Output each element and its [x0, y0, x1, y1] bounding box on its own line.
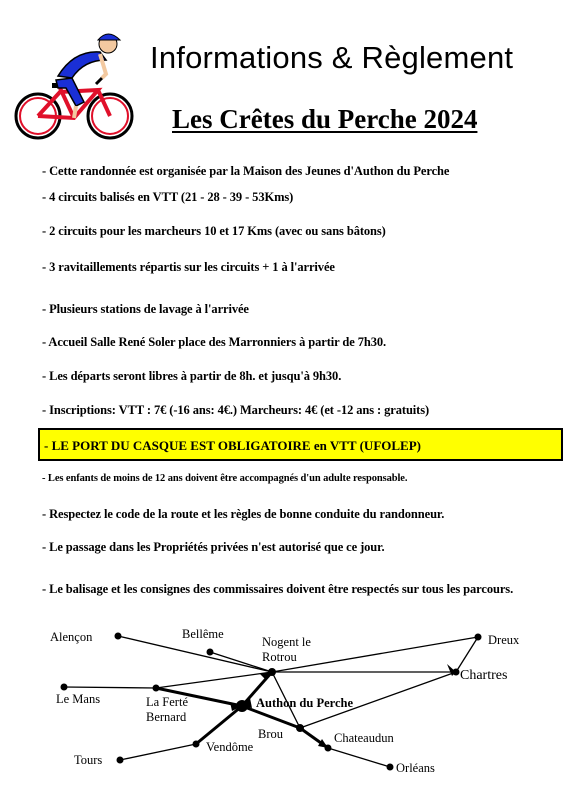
- rule-private-property: - Le passage dans les Propriétés privées n'est autorisé que ce jour.: [42, 540, 385, 554]
- city-label-brou: Brou: [258, 727, 283, 741]
- rule-organizer: - Cette randonnée est organisée par la Maison des Jeunes d'Authon du Perche: [42, 164, 450, 178]
- access-map: [0, 615, 571, 789]
- city-label-la-ferte-line2: Bernard: [146, 710, 187, 724]
- city-label-alencon: Alençon: [50, 630, 93, 644]
- event-subtitle: Les Crêtes du Perche 2024: [172, 104, 478, 134]
- page-title: Informations & Règlement: [150, 40, 514, 75]
- rule-children: - Les enfants de moins de 12 ans doivent être accompagnés d'un adulte responsable.: [42, 473, 408, 484]
- rule-refreshments: - 3 ravitaillements répartis sur les circuits + 1 à l'arrivée: [42, 260, 335, 274]
- rule-marking-stewards: - Le balisage et les consignes des commissaires doivent être respectés sur tous les parcours.: [42, 582, 514, 596]
- city-label-nogent-line2: Rotrou: [262, 650, 297, 664]
- rule-washing-stations: - Plusieurs stations de lavage à l'arrivée: [42, 302, 249, 316]
- helmet-notice-text: - LE PORT DU CASQUE EST OBLIGATOIRE en VTT (UFOLEP): [44, 438, 421, 453]
- rule-highway-code: - Respectez le code de la route et les règles de bonne conduite du randonneur.: [42, 507, 445, 521]
- helmet-notice-box: [38, 428, 563, 461]
- city-label-le-mans: Le Mans: [56, 692, 101, 706]
- city-label-orleans: Orléans: [396, 761, 435, 775]
- city-label-tours: Tours: [74, 753, 103, 767]
- rule-departures: - Les départs seront libres à partir de 8h. et jusqu'à 9h30.: [42, 369, 342, 383]
- cyclist-illustration: [14, 30, 136, 146]
- city-label-authon: Authon du Perche: [256, 696, 354, 710]
- city-label-dreux: Dreux: [488, 633, 520, 647]
- city-label-chartres: Chartres: [460, 668, 508, 683]
- city-label-vendome: Vendôme: [206, 740, 254, 754]
- rule-vtt-circuits: - 4 circuits balisés en VTT (21 - 28 - 39 - 53Kms): [42, 190, 294, 204]
- city-label-belleme: Bellême: [182, 627, 224, 641]
- city-label-chateaudun: Chateaudun: [334, 731, 394, 745]
- rule-reception: - Accueil Salle René Soler place des Marronniers à partir de 7h30.: [42, 335, 387, 349]
- rule-walking-circuits: - 2 circuits pour les marcheurs 10 et 17 Kms (avec ou sans bâtons): [42, 224, 386, 238]
- city-label-la-ferte-line1: La Ferté: [146, 695, 188, 709]
- city-label-nogent-line1: Nogent le: [262, 635, 311, 649]
- rule-registration-fees: - Inscriptions: VTT : 7€ (-16 ans: 4€.) Marcheurs: 4€ (et -12 ans : gratuits): [42, 403, 430, 417]
